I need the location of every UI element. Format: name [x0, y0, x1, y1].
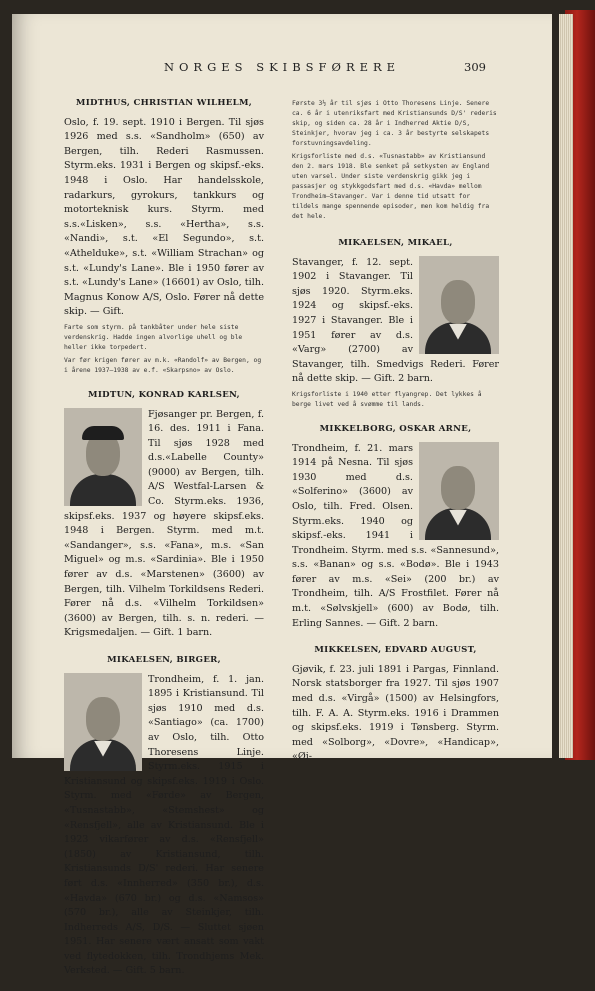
- entry-midtun: [64, 388, 264, 641]
- portrait-photo: [419, 442, 499, 540]
- entry-name: MIKAELSEN, MIKAEL,: [338, 238, 453, 248]
- entry-name: MIDTUN, KONRAD KARLSEN,: [88, 389, 240, 400]
- running-head: NORGES SKIBSFØRERE: [163, 60, 401, 74]
- left-column: [64, 96, 264, 991]
- portrait-photo: [64, 408, 142, 506]
- book-page: [12, 14, 552, 977]
- entry-text: Trondheim, f. 21. mars 1914 på Nesna. Til sjøs 1930 med d.s. «Solferino» (3600) av Oslo, tilh. Fred. Olsen. Styrm.eks. 1940 og skipsf.-eks. 1941 i Trondheim. Styrm. med s.s. «Sannesund», s.s. «Banan» og s.s. «Bodø». Ble i 1943 fører av m.s. «Sei» (200 br.) av Trondheim, tilh. A/S Frostfilet. Fører nå m.t. «Sølvskjell» (600) av Bodø, tilh. Erling Sannes. — Gift. 2 barn.: [292, 442, 499, 629]
- entry-name: MIKAELSEN, BIRGER,: [107, 655, 221, 665]
- page-number: 309: [464, 60, 486, 74]
- portrait-photo: [419, 256, 499, 354]
- portrait-photo: [64, 673, 142, 771]
- entry-note: Krigsforliste med d.s. «Tusnastabb» av Kristiansund den 2. mars 1918. Ble senket på setkysten av England uten varsel. Under siste verdenskrig gikk jeg i passasjer og stykkgodsfart med d.s. «Havda» mellom Trondheim—Stavanger. Var i denne tid utsatt for tildels mange spennende episoder, men kom heldig fra det hele.: [292, 153, 490, 220]
- entry-name: MIKKELBORG, OSKAR ARNE,: [319, 423, 472, 434]
- entry-text: Gjøvik, f. 23. juli 1891 i Pargas, Finnland. Norsk statsborger fra 1927. Til sjøs 1907 med d.s. «Virgå» (1500) av Helsingfors, tilh. F. A. A. Styrm.eks. 1916 i Drammen og skipsf.eks. 1919 i Tønsberg. Styrm. med «Solborg», «Dovre», «Handicap», «Øi-: [292, 663, 499, 763]
- entry-text: Stavanger, f. 12. sept. 1902 i Stavanger. Til sjøs 1920. Styrm.eks. 1924 og skipsf.-eks. 1927 i Stavanger. Ble i 1951 fører av d.s. «Varg» (2700) av Stavanger, tilh. Smedvigs Rederi. Fører nå dette skip. — Gift. 2 barn.: [292, 256, 499, 385]
- entry-name: MIKKELSEN, EDVARD AUGUST,: [314, 645, 477, 656]
- entry-note: Krigsforliste i 1940 etter flyangrep. Det lykkes å berge livet ved å svømme til lands.: [292, 390, 482, 408]
- page-header: [12, 60, 552, 80]
- entry-text: Trondheim, f. 1. jan. 1895 i Kristiansund. Til sjøs 1910 med d.s. «Santiago» (ca. 1700) av Oslo, tilh. Otto Thoresens Linje. Styrm.eks. 1915 i Kristiansund og skipsf.eks. 1919 i Oslo. Styrm. med «Førde» av Bergen, «Tusnastabb», «Stemshest» og «Rensfjell», alle av Kristiansund. Ble i 1923 vikarfører av d.s. «Rensfjell» (1850) av Kristiansund, tilh. Kristiansunds D/S' rederi. Har senere ført d.s. «Innherred» (350 br.), d.s. «Havda» (670 br.) og d.s. «Namsos» (570 br.), alle av Steinkjer, tilh. Indherreds A/S, D/S. — Sluttet sjøen 1951. Har senere vært ansatt som vakt ved flytedokken, tilh. Trondhjems Mek. Verksted. — Gift. 5 barn.: [64, 673, 264, 977]
- entry-note: Var før krigen fører av m.k. «Randolf» av Bergen, og i årene 1937—1938 av e.f. «Skarpsno» av Oslo.: [64, 356, 262, 374]
- entry-oskar: [292, 422, 499, 631]
- entry-text: Fjøsanger pr. Bergen, f. 16. des. 1911 i Fana. Til sjøs 1928 med d.s.«Labelle County» (9000) av Bergen, tilh. A/S Westfal-Larsen & Co. Styrm.eks. 1936, skipsf.eks. 1937 og høyere skipsf.eks. 1948 i Bergen. Styrm. med m.t. «Sandanger», s.s. «Fana», m.s. «San Miguel» og m.s. «Sardinia». Ble i 1950 fører av d.s. «Marstenen» (3600) av Bergen, tilh. Vilhelm Torkildsens Rederi. Fører nå d.s. «Vilhelm Torkildsen» (3600) av Bergen, tilh. s. n. rederi. — Krigsmedaljen. — Gift. 1 barn.: [64, 408, 264, 639]
- entry-text: Oslo, f. 19. sept. 1910 i Bergen. Til sjøs 1926 med s.s. «Sandholm» (650) av Bergen, tilh. Rederi Rasmussen. Styrm.eks. 1931 i Bergen og skipsf.-eks. 1948 i Oslo. Har handelsskole, radarkurs, gyrokurs, tankkurs og motorteknisk kurs. Styrm. med s.s.«Lisken», s.s. «Hertha», s.s. «Nandi», s.t. «El Segundo», s.t. «Athelduke», s.t. «William Strachan» og s.t. «Lundy's Lane». Ble i 1950 fører av s.t. «Lundy's Lane» (16601) av Oslo, tilh. Magnus Konow A/S, Oslo. Fører nå dette skip. — Gift.: [64, 116, 264, 318]
- entry-edvard: [292, 643, 499, 765]
- right-column: [292, 96, 499, 777]
- entry-name: MIDTHUS, CHRISTIAN WILHELM,: [75, 98, 253, 108]
- entry-note: Farte som styrm. på tankbåter under hele siste verdenskrig. Hadde ingen alvorlige uhell og ble heller ikke torpedert.: [64, 323, 243, 351]
- entry-midthus: [64, 96, 264, 376]
- page-stack-edge: [559, 14, 573, 758]
- entry-mikael: [292, 236, 499, 410]
- entry-note: Første 3½ år til sjøs i Otto Thoresens Linje. Senere ca. 6 år i utenriksfart med Kristiansunds D/S' rederis skip, og siden ca. 28 år i Indherred Aktie D/S, Steinkjer, hvorav jeg i ca. 3 år bestyrte selskapets forstuvningsavdeling.: [292, 100, 497, 147]
- entry-birger: [64, 653, 264, 979]
